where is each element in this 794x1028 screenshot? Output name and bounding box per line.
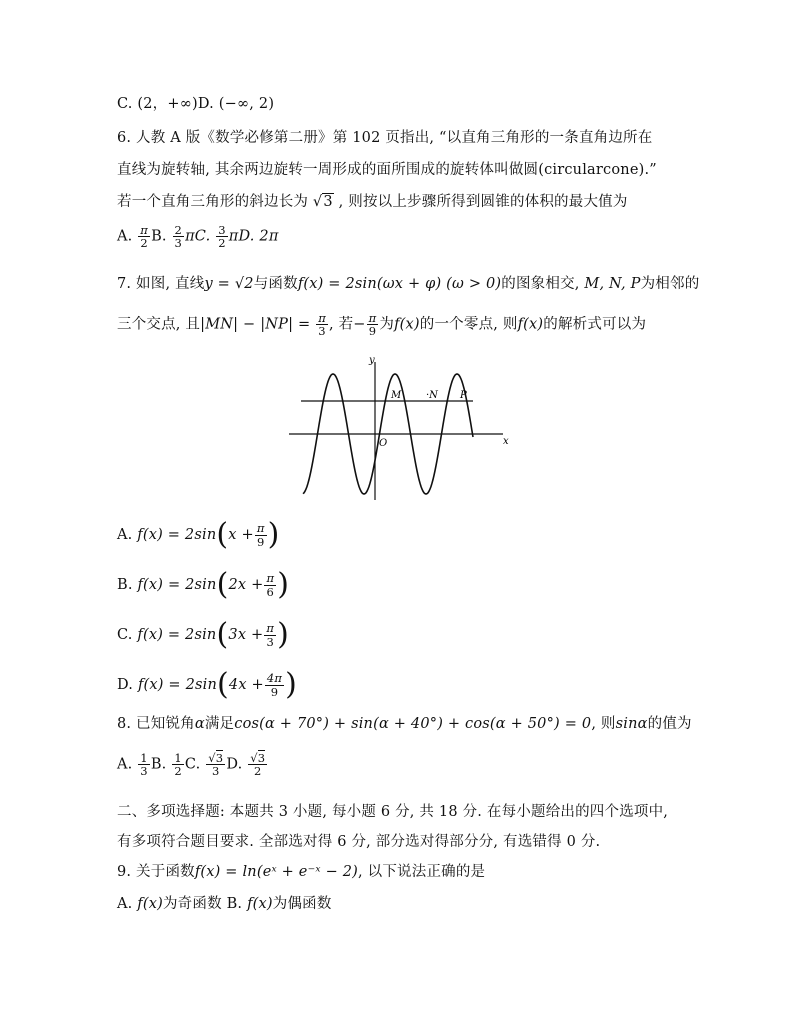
q9-line-1 <box>117 860 485 881</box>
q9-option-b-fx: f(x) <box>247 896 273 912</box>
q7-distance-expr: |MN| − |NP| = <box>200 316 311 333</box>
option-function-head: f(x) = 2sin <box>137 627 217 643</box>
q9-text-1a: 9. 关于函数 <box>117 864 195 880</box>
sqrt-radicand: 3 <box>257 751 266 765</box>
y-axis-label: y <box>369 355 375 366</box>
fraction-numerator: π <box>266 621 275 636</box>
fraction-denominator: 9 <box>256 534 265 549</box>
fraction-denominator: 2 <box>254 764 262 779</box>
option-fraction <box>255 522 267 547</box>
x-axis-label: x <box>503 436 509 447</box>
section-2-line-2: 有多项符合题目要求. 全部选对得 6 分, 部分选对得部分分, 有选错得 0 分. <box>117 834 601 850</box>
q7-function: f(x) = 2sin(ωx + φ) (ω > 0) <box>297 276 502 292</box>
q7-sine-figure <box>285 352 515 504</box>
q6-option-b-tail: πC. <box>185 228 211 245</box>
origin-label: O <box>379 438 388 449</box>
option-inner: 4x + <box>228 677 264 693</box>
fraction-denominator: 3 <box>174 236 183 251</box>
option-function-head: f(x) = 2sin <box>137 577 217 593</box>
fraction-denominator: 6 <box>266 584 275 599</box>
q8-equation: cos(α + 70°) + sin(α + 40°) + cos(α + 50°) = 0 <box>234 716 592 732</box>
option-label: A. <box>117 527 133 543</box>
q8-options <box>117 752 268 777</box>
q6-text-post: , 则按以上步骤所得到圆锥的体积的最大值为 <box>338 194 628 210</box>
fraction-numerator: π <box>368 311 377 325</box>
q6-option-a-label: A. <box>117 228 133 245</box>
q7-line-2 <box>117 312 646 337</box>
q9-function: f(x) = ln(eˣ + e⁻ˣ − 2) <box>194 864 359 880</box>
q7-text-2g: 的一个零点, 则 <box>419 316 518 333</box>
q6-option-c-tail: πD. 2π <box>228 228 279 245</box>
option-fraction <box>264 572 276 597</box>
option-fraction <box>264 622 276 647</box>
q8-option-d-label: D. <box>226 756 243 773</box>
q8-text-1g: 的值为 <box>647 716 692 732</box>
q8-alpha: α <box>194 716 205 732</box>
q6-options <box>117 224 279 249</box>
q9-option-a-fx: f(x) <box>137 896 163 912</box>
fraction-denominator: 9 <box>368 324 377 339</box>
point-n-label: ·N <box>426 390 438 401</box>
q8-option-b-fraction <box>172 752 184 777</box>
q7-text-2e: 为 <box>379 316 395 333</box>
q7-option-d <box>117 667 298 702</box>
option-inner: x + <box>228 527 254 543</box>
q8-option-a-fraction <box>138 752 150 777</box>
q7-option-c <box>117 617 290 652</box>
q6-option-b-fraction <box>173 224 185 249</box>
q6-line-1: 6. 人教 A 版《数学必修第二册》第 102 页指出, “以直角三角形的一条直角边所在 <box>117 130 653 146</box>
q7-option-b <box>117 567 290 602</box>
q7-text-2a: 三个交点, 且 <box>117 316 201 333</box>
option-function-head: f(x) = 2sin <box>137 527 217 543</box>
right-paren: ) <box>285 667 298 702</box>
fraction-numerator: 1 <box>140 751 148 765</box>
q7-points: M, N, P <box>584 276 641 292</box>
q9-options <box>117 892 332 913</box>
fraction-denominator: 2 <box>174 764 182 779</box>
fraction-denominator: 3 <box>212 764 220 779</box>
left-paren: ( <box>216 567 229 602</box>
q8-option-c-label: C. <box>184 756 201 773</box>
q7-text-1c: 与函数 <box>253 276 298 292</box>
point-m-label: M <box>391 390 402 401</box>
option-label: C. <box>117 627 133 643</box>
q6-sqrt-radicand: 3 <box>323 194 333 210</box>
fraction-denominator: 2 <box>218 236 226 251</box>
right-paren: ) <box>277 617 290 652</box>
q7-line-1 <box>117 272 699 293</box>
q6-text-pre: 若一个直角三角形的斜边长为 <box>117 194 309 210</box>
section-2-line-1: 二、多项选择题: 本题共 3 小题, 每小题 6 分, 共 18 分. 在每小题给出的四个选项中, <box>117 804 669 820</box>
q8-option-b-label: B. <box>150 756 167 773</box>
fraction-denominator: 9 <box>270 684 279 699</box>
fraction-denominator: 3 <box>140 764 148 779</box>
q7-text-1g: 为相邻的 <box>640 276 700 292</box>
fraction-numerator: π <box>140 223 149 237</box>
q8-option-d-fraction <box>248 752 267 777</box>
right-paren: ) <box>267 517 280 552</box>
fraction-numerator: 3 <box>218 223 226 237</box>
fraction-numerator: 1 <box>174 751 182 765</box>
left-paren: ( <box>216 617 229 652</box>
left-paren: ( <box>216 517 229 552</box>
q7-fx-1: f(x) <box>394 316 420 333</box>
fraction-numerator: √3 <box>250 751 266 765</box>
fraction-numerator: √3 <box>208 751 224 765</box>
q8-text-1e: , 则 <box>591 716 616 732</box>
fraction-numerator: 2 <box>174 223 183 237</box>
q8-text-1c: 满足 <box>204 716 235 732</box>
q5-options: C. (2，+∞)D. (−∞, 2) <box>117 96 275 112</box>
fraction-denominator: 3 <box>266 634 274 649</box>
q9-option-a-label: A. <box>117 896 133 912</box>
q6-option-a-fraction <box>138 224 150 249</box>
q7-minus: − <box>353 316 366 333</box>
q8-text-1a: 8. 已知锐角 <box>117 716 195 732</box>
fraction-numerator: π <box>256 521 265 536</box>
point-p-label: P <box>460 390 467 401</box>
option-label: B. <box>117 577 133 593</box>
q7-fx-2: f(x) <box>517 316 544 333</box>
q6-option-b-label: B. <box>151 228 167 245</box>
fraction-numerator: π <box>266 571 275 586</box>
q8-option-c-fraction <box>206 752 225 777</box>
fraction-denominator: 3 <box>318 324 326 339</box>
option-fraction <box>265 672 284 697</box>
q7-text-1e: 的图象相交, <box>501 276 580 292</box>
q7-text-2i: 的解析式可以为 <box>543 316 647 333</box>
option-function-head: f(x) = 2sin <box>137 677 218 693</box>
option-inner: 3x + <box>228 627 264 643</box>
right-paren: ) <box>277 567 290 602</box>
q7-fraction-2 <box>367 312 379 337</box>
sqrt-radicand: 3 <box>215 751 224 765</box>
q9-text-1c: , 以下说法正确的是 <box>358 864 486 880</box>
option-inner: 2x + <box>228 577 264 593</box>
q6-line-3 <box>117 190 628 211</box>
q7-line-equation: y = √2 <box>204 276 254 292</box>
fraction-numerator: 4π <box>266 671 283 686</box>
q9-option-b-text: 为偶函数 <box>272 896 332 912</box>
q8-line-1 <box>117 712 692 733</box>
option-label: D. <box>117 677 134 693</box>
q7-text-2c: , 若 <box>328 316 354 333</box>
fraction-numerator: π <box>318 311 326 325</box>
q6-option-c-fraction <box>216 224 228 249</box>
q8-sin-alpha: sinα <box>615 716 648 732</box>
q7-option-a <box>117 517 280 552</box>
q8-option-a-label: A. <box>117 756 133 773</box>
q7-text-1a: 7. 如图, 直线 <box>117 276 205 292</box>
fraction-denominator: 2 <box>140 236 148 251</box>
q9-option-a-text: 为奇函数 B. <box>162 896 243 912</box>
q6-sqrt: √3 <box>312 194 333 210</box>
left-paren: ( <box>217 667 229 702</box>
q6-line-2: 直线为旋转轴, 其余两边旋转一周形成的面所围成的旋转体叫做圆(circularcone).” <box>117 162 657 178</box>
q7-fraction-1 <box>316 312 328 337</box>
